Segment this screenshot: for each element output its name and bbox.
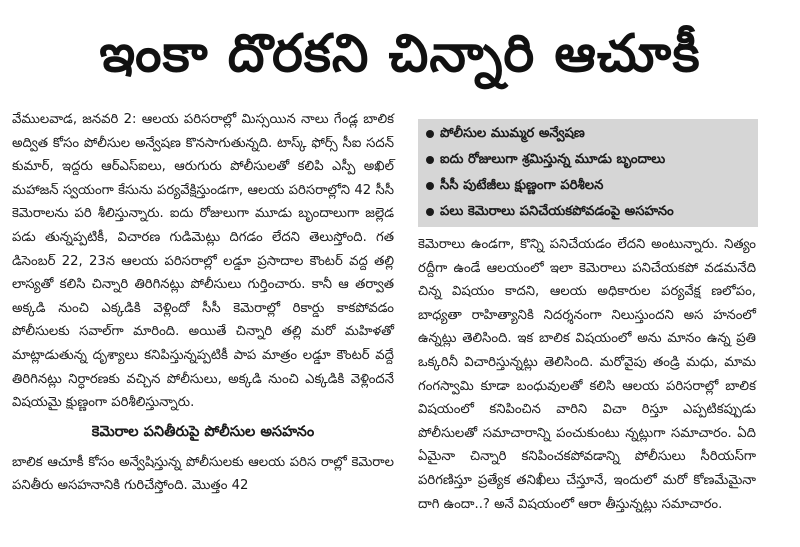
highlight-item: ఐదు రోజులుగా శ్రమిస్తున్న మూడు బృందాలు (418, 147, 758, 173)
left-column (12, 108, 394, 498)
headline-banner (0, 8, 800, 100)
highlights-list (418, 121, 758, 225)
highlights-box (418, 119, 758, 227)
left-paragraph-1: వేములవాడ, జనవరి 2: ఆలయ పరిసరాల్లో మిస్సయిన నాలు గేండ్ల బాలిక అద్విత కోసం పోలీసుల అన్వేషణ కొనసాగుతున్నది. టాస్క్ ఫోర్స్ సీఐ సదన్ కుమార్, ఇద్దరు ఆర్ఎస్ఐలు, ఆరుగురు పోలీసులతో కలిపి ఎస్పీ అఖిల్ మహాజన్ స్వయంగా కేసును పర్యవేక్షిస్తుండగా, ఆలయ పరిసరాల్లోని 42 సీసీ కెమెరాలను పరి శీలిస్తున్నారు. ఐదు రోజులుగా మూడు బృందాలుగా జల్లెడ పడు తున్నప్పటికీ, విచారణ గుడిమెట్లు దిగడం లేదని తెలుస్తోంది. గత డిసెంబర్ 22, 23న ఆలయ పరిసరాల్లో లడ్డూ ప్రసాదాల కౌంటర్ వద్ద తల్లి లాస్యతో కలిసి చిన్నారి తిరిగినట్లు పోలీసులు గుర్తించారు. కానీ ఆ తర్వాత అక్కడి నుంచి ఎక్కడికి వెళ్లిందో సీసీ కెమెరాల్లో రికార్డు కాకపోవడం పోలీసులకు సవాల్‌గా మారింది. అయితే చిన్నారి తల్లి మరో మహిళతో మాట్లాడుతున్న దృశ్యాలు కనిపిస్తున్నప్పటికీ పాప మాత్రం లడ్డూ కౌంటర్ వద్దే తిరిగినట్లు నిర్ధారణకు వచ్చిన పోలీసులు, అక్కడి నుంచి ఎక్కడికి వెళ్లిందనే విషయమై క్షుణ్ణంగా పరిశీలిస్తున్నారు. (12, 112, 394, 411)
right-column (418, 233, 756, 516)
highlight-item: పలు కెమెరాలు పనిచేయకపోవడంపై అసహనం (418, 199, 758, 225)
right-paragraph: కెమెరాలు ఉండగా, కొన్ని పనిచేయడం లేదని అంటున్నారు. నిత్యం రద్దీగా ఉండే ఆలయంలో ఇలా కెమెరాలు పనిచేయకపో వడమనేది చిన్న విషయం కాదని, ఆలయ అధికారుల పర్యవేక్ష ణలోపం, బాధ్యతా రాహిత్యానికి నిదర్శనంగా నిలుస్తుందని అస హనంలో ఉన్నట్లు తెలిసింది. ఇక బాలిక విషయంలో అను మానం ఉన్న ప్రతి ఒక్కరినీ విచారిస్తున్నట్లు తెలిసింది. మరోవైపు తండ్రి మధు, మామ గంగస్వామి కూడా బంధువులతో కలిసి ఆలయ పరిసరాల్లో బాలిక విషయంలో కనిపించిన వారిని విచా రిస్తూ ఎప్పటికప్పుడు పోలీసులతో సమాచారాన్ని పంచుకుంటు న్నట్లుగా సమాచారం. ఏది ఏమైనా చిన్నారి కనిపించకపోవడాన్ని పోలీసులు సీరియస్‌గా పరిగణిస్తూ ప్రత్యేక తనిఖీలు చేస్తూనే, ఇందులో మరో కోణమేమైనా దాగి ఉందా..? అనే విషయంలో ఆరా తీస్తున్నట్లు సమాచారం. (418, 237, 756, 512)
left-paragraph-2: బాలిక ఆచూకీ కోసం అన్వేషిస్తున్న పోలీసులకు ఆలయ పరిస రాల్లో కెమెరాల పనితీరు అసహనానికి గురిచేస్తోంది. మొత్తం 42 (12, 454, 394, 494)
headline: ఇంకా దొరకని చిన్నారి ఆచూకీ (99, 24, 701, 84)
highlight-item: సీసీ పుటేజీలు క్షుణ్ణంగా పరిశీలన (418, 173, 758, 199)
subheading: కెమెరాల పనితీరుపై పోలీసుల అసహనం (91, 423, 315, 440)
highlight-item: పోలీసుల ముమ్మర అన్వేషణ (418, 121, 758, 147)
